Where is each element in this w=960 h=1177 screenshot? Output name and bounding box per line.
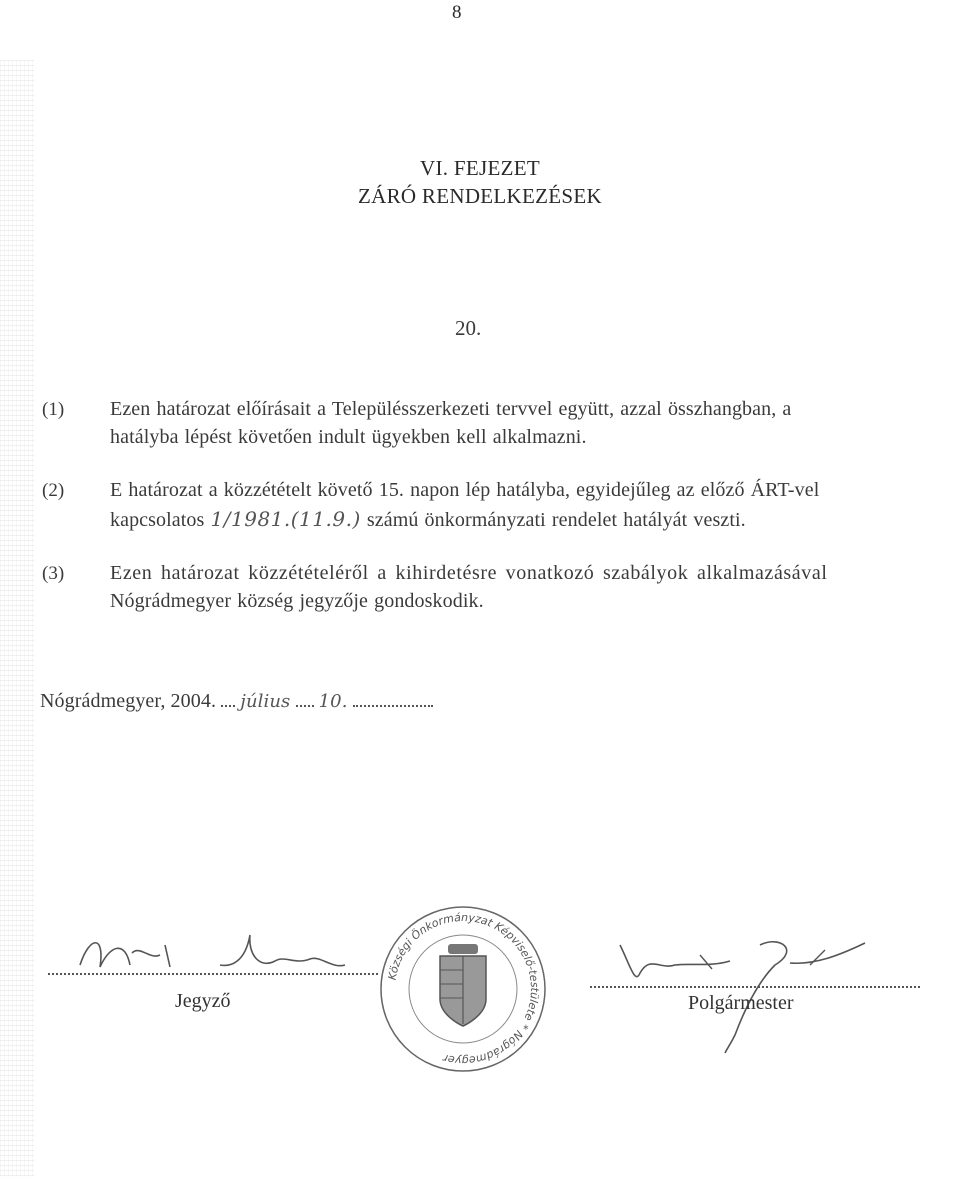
chapter-title: ZÁRÓ RENDELKEZÉSEK: [358, 184, 602, 208]
page-number: 8: [452, 2, 462, 23]
polgarmester-label: Polgármester: [688, 992, 794, 1014]
jegyzo-signature: [70, 925, 370, 985]
stamp-text: Községi Önkormányzat Képviselő-testülete * Nógrádmegyer: [385, 910, 542, 1068]
paragraph-3-line-2: Nógrádmegyer község jegyzője gondoskodik.: [110, 590, 484, 612]
official-stamp: [378, 904, 548, 1074]
paragraph-2-line-1: E határozat a közzétételt követő 15. napon lép hatályba, egyidejűleg az előző ÁRT-vel: [110, 479, 820, 501]
date-dots-3: [353, 699, 433, 707]
date-line: [40, 690, 433, 713]
handwritten-day: 10.: [318, 691, 348, 712]
jegyzo-label: Jegyző: [175, 990, 231, 1012]
scan-edge-noise: [0, 60, 34, 1177]
paragraph-1-number: (1): [42, 399, 65, 420]
coat-of-arms-icon: [440, 944, 486, 1026]
handwritten-month: július: [240, 691, 291, 712]
paragraph-1-line-1: Ezen határozat előírásait a Településszerkezeti tervvel együtt, azzal összhangban, a: [110, 398, 792, 420]
handwritten-decree-number: 1/1981.(11.9.): [210, 507, 361, 531]
date-dots-2: [296, 699, 314, 707]
paragraph-3-line-1: Ezen határozat közzétételéről a kihirdetésre vonatkozó szabályok alkalmazásával: [110, 562, 828, 584]
polgarmester-signature: [600, 925, 900, 1055]
chapter-number: VI. FEJEZET: [420, 156, 540, 180]
paragraph-2-post: számú önkormányzati rendelet hatályát veszti.: [366, 509, 746, 531]
paragraph-2-line-2: [110, 507, 746, 532]
paragraph-1-line-2: hatályba lépést követően indult ügyekben kell alkalmazni.: [110, 426, 587, 448]
paragraph-2-pre: kapcsolatos: [110, 509, 205, 531]
date-dots-1: [221, 699, 235, 707]
paragraph-2-number: (2): [42, 480, 65, 501]
paragraph-3-number: (3): [42, 563, 65, 584]
date-prefix: Nógrádmegyer, 2004.: [40, 690, 217, 712]
section-number: 20.: [455, 316, 482, 340]
